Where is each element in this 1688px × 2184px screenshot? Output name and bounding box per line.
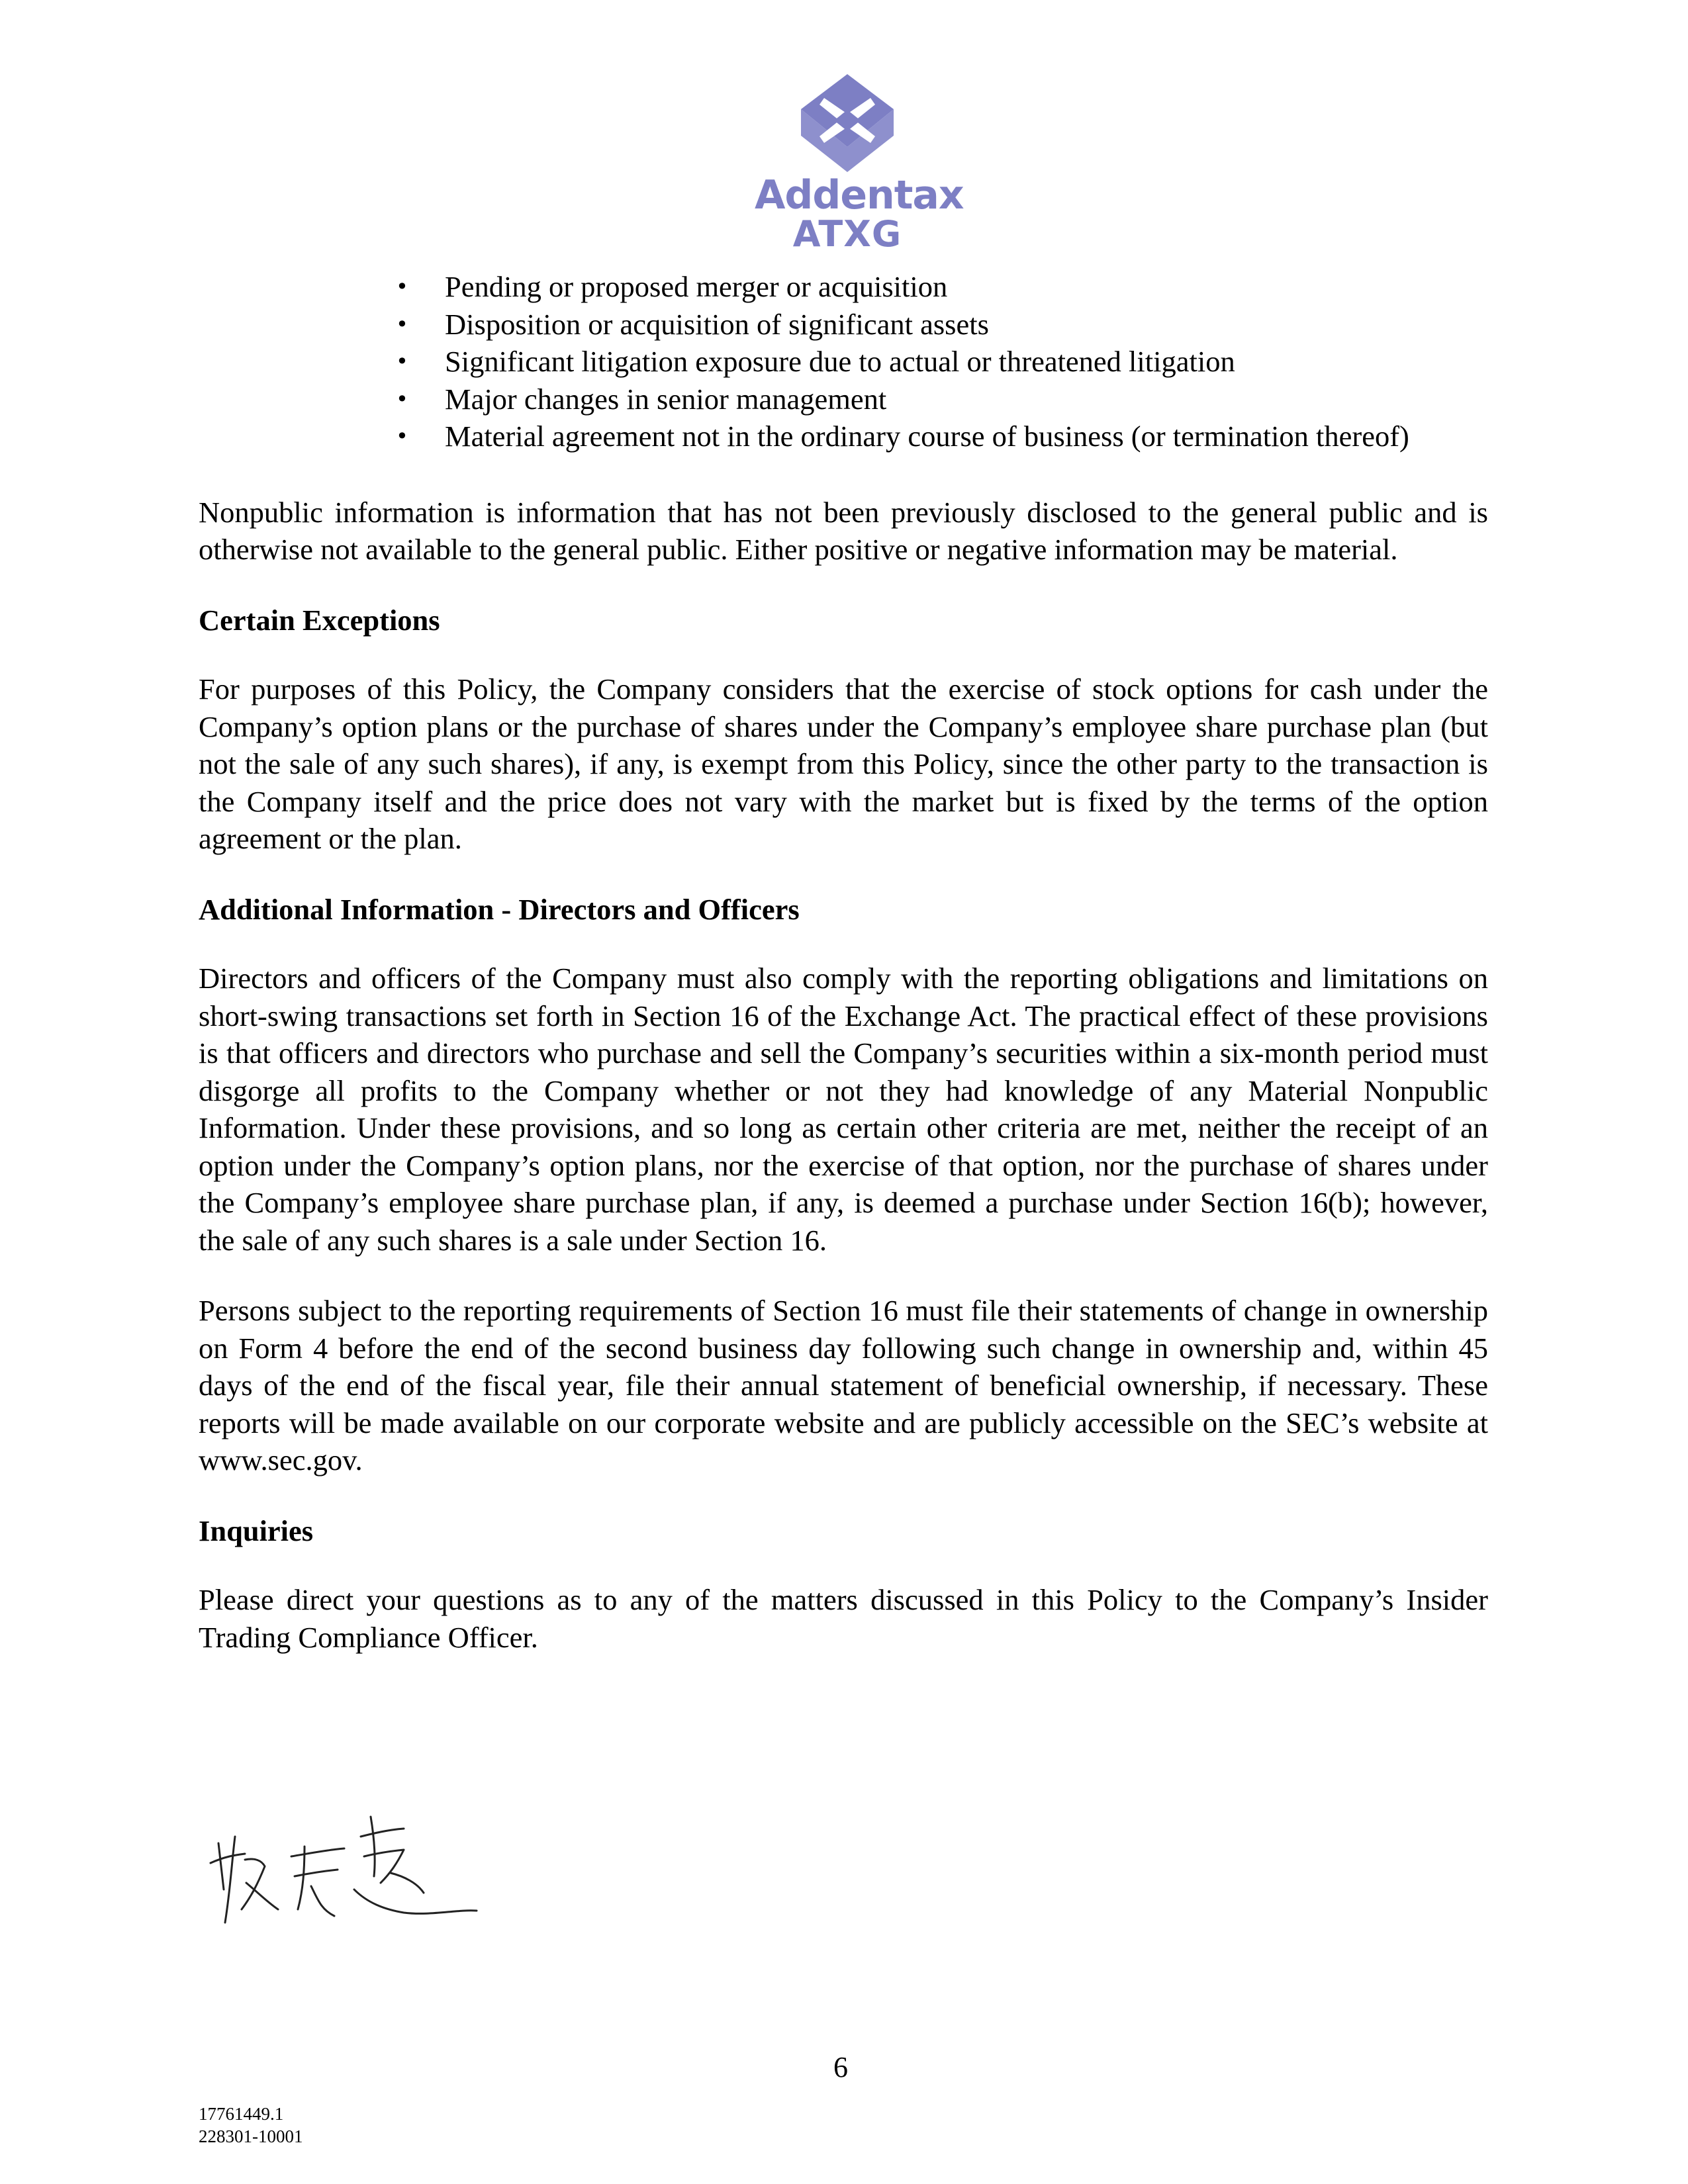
handwritten-signature <box>205 1810 483 1936</box>
material-info-bullet-list <box>199 268 1488 455</box>
inquiries-paragraph: Please direct your questions as to any of the matters discussed in this Policy to the Company’s Insider Trading Compliance Officer. <box>199 1583 1488 1654</box>
bullet-icon: • <box>396 274 408 299</box>
list-item: • Significant litigation exposure due to actual or threatened litigation <box>445 343 1488 381</box>
bullet-icon: • <box>396 386 408 412</box>
form-4-paragraph: Persons subject to the reporting requirements of Section 16 must file their statements of change in ownership on Form 4 before the end of the second business day following such change in ownership and, within 45 days of the end of the fiscal year, file their annual statement of beneficial ownership, if necessary. These reports will be made available on our corporate website and are publicly accessible on the SEC’s website at www.sec.gov. <box>199 1294 1488 1477</box>
list-item: • Disposition or acquisition of significant assets <box>445 306 1488 343</box>
bullet-icon: • <box>396 424 408 449</box>
company-logo <box>755 73 964 255</box>
page-number: 6 <box>833 2051 848 2083</box>
addentax-logo-icon <box>794 73 900 172</box>
list-item: • Major changes in senior management <box>445 381 1488 418</box>
logo-company-name: Addentax <box>755 172 964 218</box>
inquiries-heading: Inquiries <box>199 1514 314 1547</box>
document-body <box>199 268 1488 1689</box>
list-item: • Pending or proposed merger or acquisition <box>445 268 1488 306</box>
list-item: • Material agreement not in the ordinary course of business (or termination thereof) <box>445 418 1488 455</box>
document-matter-id: 228301-10001 <box>199 2126 303 2146</box>
document-id: 17761449.1 <box>199 2104 284 2124</box>
section-16-paragraph: Directors and officers of the Company must also comply with the reporting obligations and limitations on short-swing transactions set forth in Section 16 of the Exchange Act. The practical effect of these provisions is that officers and directors who purchase and sell the Company’s securities within a six-month period must disgorge all profits to the Company whether or not they had knowledge of any Material Nonpublic Information. Under these provisions, and so long as certain other criteria are met, neither the receipt of an option under the Company’s option plans, nor the exercise of that option, nor the purchase of shares under the Company’s employee share purchase plan, if any, is deemed a purchase under Section 16(b); however, the sale of any such shares is a sale under Section 16. <box>199 962 1488 1257</box>
nonpublic-paragraph: Nonpublic information is information that has not been previously disclosed to the general public and is otherwise not available to the general public. Either positive or negative information may be material. <box>199 495 1488 566</box>
logo-ticker: ATXG <box>792 213 902 255</box>
exceptions-paragraph: For purposes of this Policy, the Company considers that the exercise of stock options for cash under the Company’s option plans or the purchase of shares under the Company’s employee share purchase plan (but not the sale of any such shares), if any, is exempt from this Policy, since the other party to the transaction is the Company itself and the price does not vary with the market but is fixed by the terms of the option agreement or the plan. <box>199 672 1488 855</box>
bullet-icon: • <box>396 349 408 374</box>
bullet-icon: • <box>396 311 408 337</box>
additional-information-heading: Additional Information - Directors and Officers <box>199 892 800 926</box>
certain-exceptions-heading: Certain Exceptions <box>199 603 440 637</box>
